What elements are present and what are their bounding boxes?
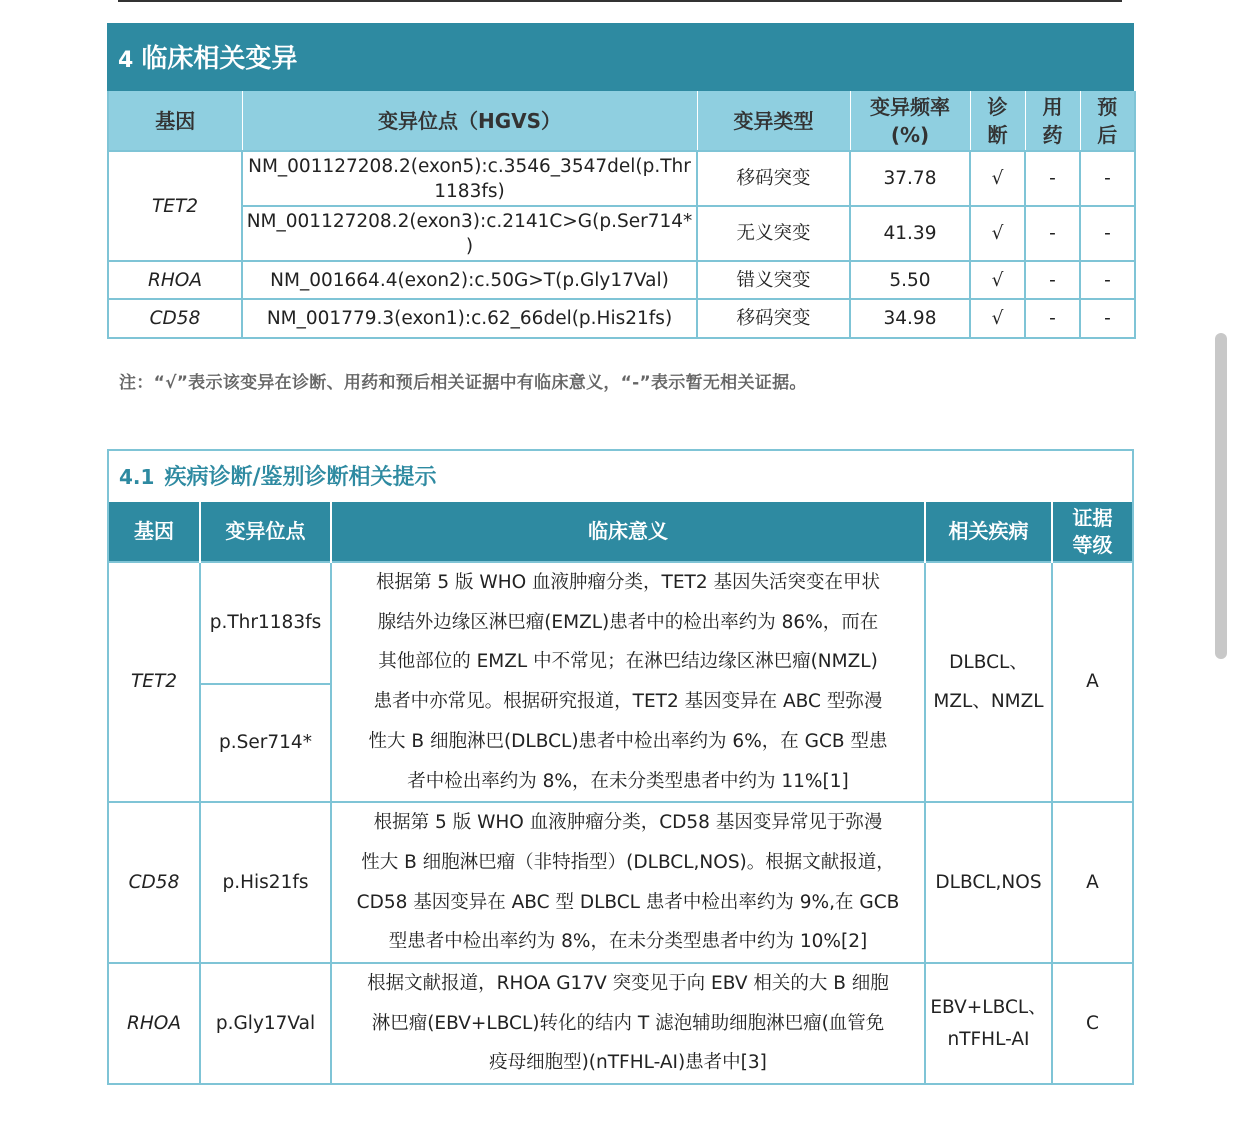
hgvs-cell: NM_001127208.2(exon3):c.2141C>G(p.Ser714* ) [242,206,697,261]
header-diagnosis: 诊 断 [970,91,1025,151]
hgvs-cell: NM_001779.3(exon1):c.62_66del(p.His21fs) [242,299,697,338]
type-cell: 错义突变 [697,261,850,299]
diagnosis-cell: √ [970,151,1025,206]
header-meaning: 临床意义 [331,502,925,562]
header-gene: 基因 [108,91,242,151]
drug-cell: - [1025,206,1080,261]
hgvs-cell: NM_001664.4(exon2):c.50G>T(p.Gly17Val) [242,261,697,299]
header-hgvs: 变异位点（HGVS） [242,91,697,151]
header-drug: 用 药 [1025,91,1080,151]
frequency-cell: 5.50 [850,261,970,299]
gene-cell: CD58 [108,299,242,338]
table-row [109,963,1132,1083]
section-title: 临床相关变异 [141,44,298,74]
table-note: 注：“√”表示该变异在诊断、用药和预后相关证据中有临床意义，“-”表示暂无相关证据。 [119,373,807,393]
evidence-cell: A [1052,562,1132,802]
disease-cell: DLBCL,NOS [925,802,1052,963]
table-row [108,261,1135,299]
drug-cell: - [1025,261,1080,299]
diagnosis-cell: √ [970,261,1025,299]
scrollbar-thumb[interactable] [1215,333,1227,659]
table-header-row [109,502,1132,562]
gene-cell: TET2 [109,562,200,802]
frequency-cell: 37.78 [850,151,970,206]
diagnosis-hints-table [109,502,1132,1083]
section-title: 疾病诊断/鉴别诊断相关提示 [164,465,437,490]
meaning-cell: 根据第 5 版 WHO 血液肿瘤分类，TET2 基因失活突变在甲状 腺结外边缘区淋巴瘤(EMZL)患者中的检出率约为 86%，而在 其他部位的 EMZL 中不常见；在淋巴结边缘区淋巴瘤(NMZL) 患者中亦常见。根据研究报道，TET2 基因变异在 ABC 型弥漫 性大 B 细胞淋巴(DLBCL)患者中检出率约为 6%，在 GCB 型患 者中检出率约为 8%，在未分类型患者中约为 11%[1] [331,562,925,802]
site-cell: p.Ser714* [200,684,331,802]
header-site: 变异位点 [200,502,331,562]
diagnosis-cell: √ [970,206,1025,261]
top-rule [118,0,1122,2]
prognosis-cell: - [1080,206,1135,261]
gene-cell: RHOA [109,963,200,1083]
table-row [108,151,1135,206]
section-number: 4.1 [119,465,155,489]
diagnosis-cell: √ [970,299,1025,338]
table-row [109,562,1132,684]
table-header-row [108,91,1135,151]
section-diagnosis-hints [107,449,1134,1085]
hgvs-cell: NM_001127208.2(exon5):c.3546_3547del(p.Thr 1183fs) [242,151,697,206]
prognosis-cell: - [1080,151,1135,206]
section-title-bar [109,451,1132,502]
frequency-cell: 34.98 [850,299,970,338]
disease-cell: EBV+LBCL、 nTFHL-AI [925,963,1052,1083]
meaning-cell: 根据文献报道，RHOA G17V 突变见于向 EBV 相关的大 B 细胞 淋巴瘤(EBV+LBCL)转化的结内 T 滤泡辅助细胞淋巴瘤(血管免 疫母细胞型)(nTFHL-AI)患者中[3] [331,963,925,1083]
header-type: 变异类型 [697,91,850,151]
site-cell: p.Gly17Val [200,963,331,1083]
prognosis-cell: - [1080,299,1135,338]
frequency-cell: 41.39 [850,206,970,261]
section-number: 4 [118,48,134,73]
type-cell: 移码突变 [697,151,850,206]
gene-cell: CD58 [109,802,200,963]
table-row [108,206,1135,261]
table-row [109,802,1132,963]
drug-cell: - [1025,151,1080,206]
section-clinical-variants [107,23,1134,339]
table-row [108,299,1135,338]
header-frequency: 变异频率 (%) [850,91,970,151]
type-cell: 无义突变 [697,206,850,261]
gene-cell: TET2 [108,151,242,261]
evidence-cell: A [1052,802,1132,963]
disease-cell: DLBCL、 MZL、NMZL [925,562,1052,802]
clinical-variants-table [107,91,1136,339]
drug-cell: - [1025,299,1080,338]
header-evidence: 证据 等级 [1052,502,1132,562]
header-prognosis: 预 后 [1080,91,1135,151]
header-gene: 基因 [109,502,200,562]
gene-cell: RHOA [108,261,242,299]
meaning-cell: 根据第 5 版 WHO 血液肿瘤分类，CD58 基因变异常见于弥漫 性大 B 细胞淋巴瘤（非特指型）(DLBCL,NOS)。根据文献报道， CD58 基因变异在 ABC 型 DLBCL 患者中检出率约为 9%,在 GCB 型患者中检出率约为 8%，在未分类型患者中约为 10%[2] [331,802,925,963]
prognosis-cell: - [1080,261,1135,299]
section-title-bar [107,23,1134,91]
type-cell: 移码突变 [697,299,850,338]
header-disease: 相关疾病 [925,502,1052,562]
site-cell: p.Thr1183fs [200,562,331,684]
site-cell: p.His21fs [200,802,331,963]
evidence-cell: C [1052,963,1132,1083]
